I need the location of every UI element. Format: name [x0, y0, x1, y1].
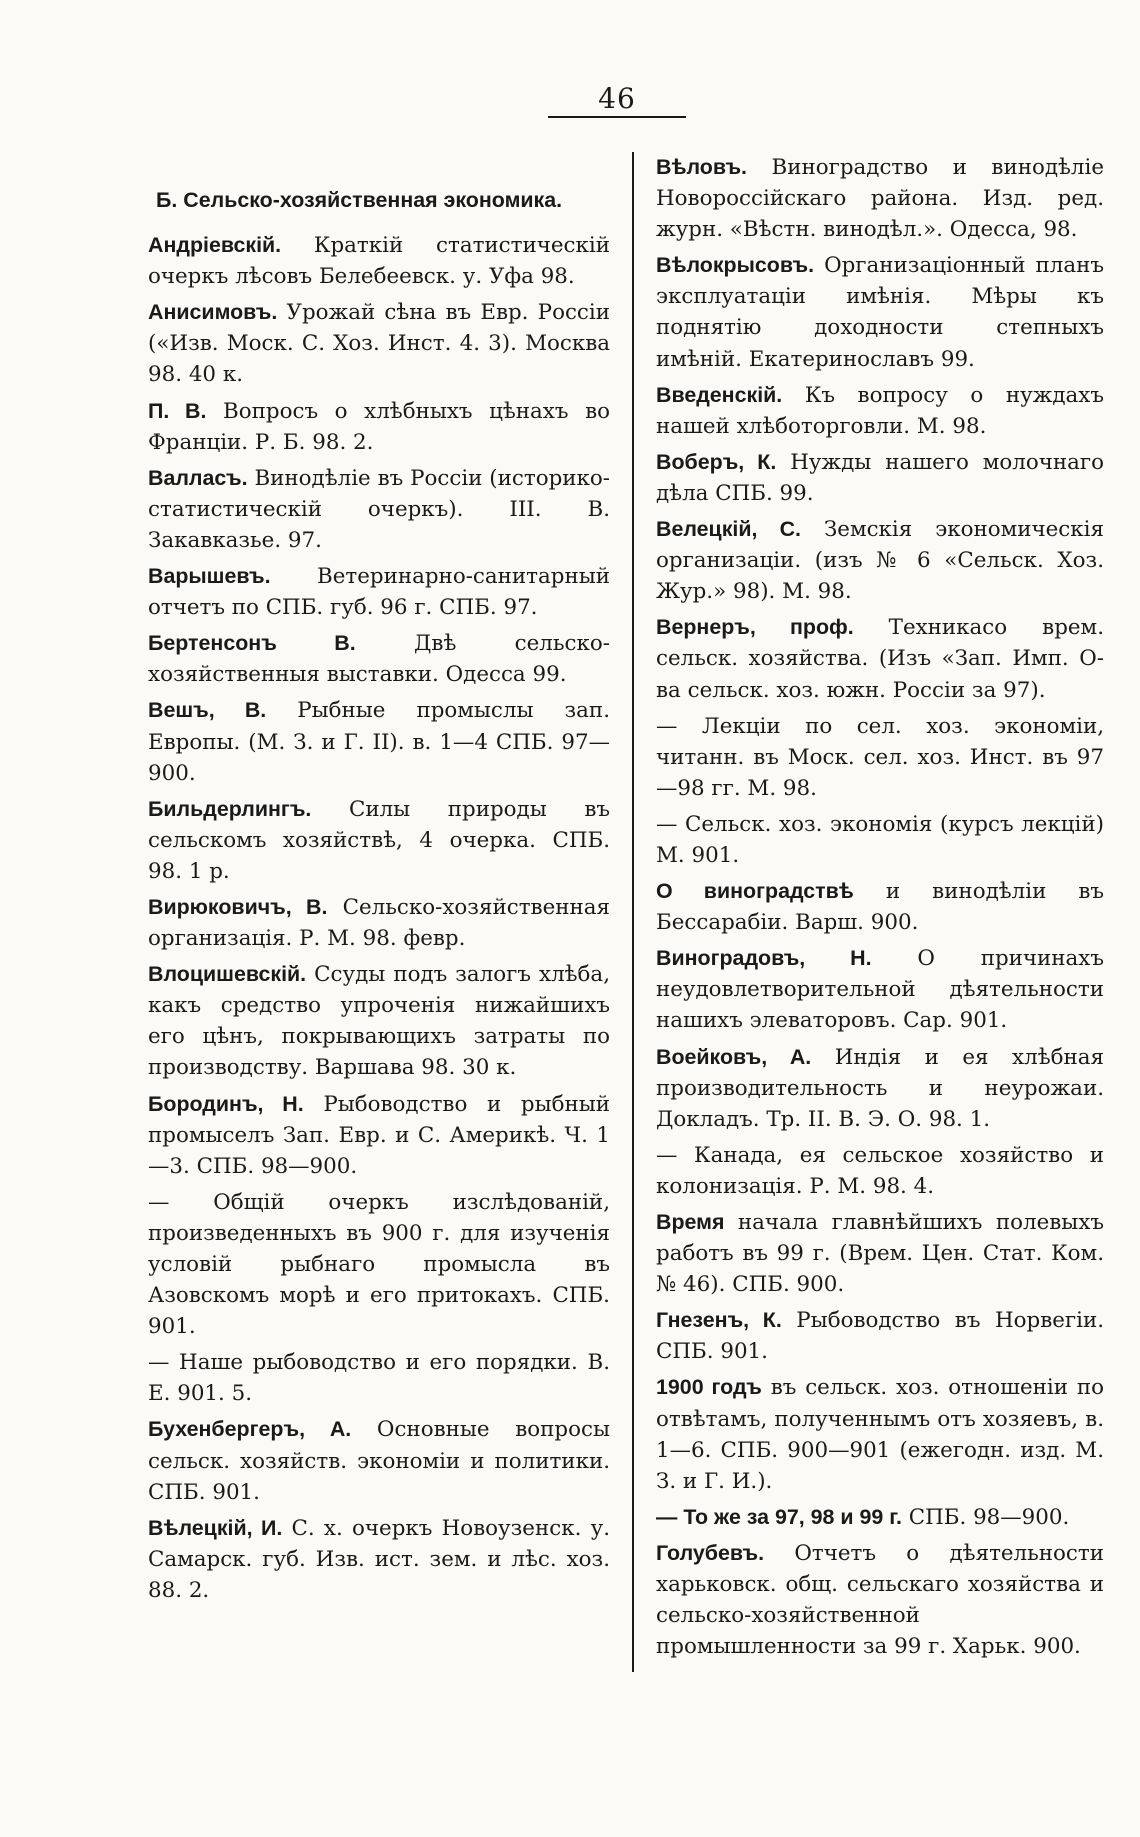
- bibliography-entry: [148, 297, 610, 390]
- bibliography-entry: [656, 809, 1104, 871]
- entry-text: Земскiя экономическiя организацiи. (изъ № 6 «Сельск. Хоз. Жур.» 98). М. 98.: [656, 517, 1104, 605]
- entry-text: Нужды нашего молочнаго дѣла СПБ. 99.: [656, 449, 1104, 506]
- bibliography-entry: [148, 230, 610, 292]
- entry-text: Сельско-хозяйственная организацiя. Р. М. 98. февр.: [148, 894, 611, 952]
- left-entry-list: [148, 230, 610, 1606]
- entry-text: Отчетъ о дѣятельности харьковск. общ. сельскаго хозяйства и сельско-хозяйственной промышленности за 99 г. Харьк. 900.: [656, 1540, 1104, 1660]
- bibliography-entry: [656, 876, 1104, 938]
- entry-text: Ветеринарно-санитарный отчетъ по СПБ. губ. 96 г. СПБ. 97.: [148, 564, 610, 621]
- entry-text: Ссуды подъ залогъ хлѣба, какъ средство упроченiя нижайшихъ его цѣнъ, покрывающихъ затраты по производству. Варшава 98. 30 к.: [148, 962, 610, 1081]
- entry-author: Гнезенъ, К.: [656, 1308, 782, 1333]
- entry-author: Виноградовъ, Н.: [656, 946, 872, 971]
- entry-author: Влоцишевскiй.: [148, 962, 307, 987]
- entry-text: Техникасо врем. сельск. хозяйства. (Изъ «Зап. Имп. О-ва сельск. хоз. южн. Россiи за 97).: [656, 615, 1104, 703]
- bibliography-entry: [148, 396, 610, 458]
- bibliography-entry: [656, 152, 1104, 245]
- bibliography-entry: [148, 695, 610, 788]
- bibliography-entry: [148, 794, 610, 887]
- section-heading: Б. Сельско-хозяйственная экономика.: [156, 188, 563, 212]
- entry-text: — Канада, ея сельское хозяйство и колонизацiя. Р. М. 98. 4.: [656, 1142, 1104, 1199]
- entry-text: Вопросъ о хлѣбныхъ цѣнахъ во Францiи. Р. Б. 98. 2.: [148, 398, 610, 455]
- page-number: 46: [598, 82, 636, 115]
- bibliography-entry: [656, 1372, 1104, 1496]
- entry-text: и винодѣлiи въ Бессарабiи. Варш. 900.: [656, 879, 1105, 936]
- bibliography-entry: [656, 711, 1104, 804]
- entry-text: въ сельск. хоз. отношенiи по отвѣтамъ, полученнымъ отъ хозяевъ, в. 1—6. СПБ. 900—901 (ежегодн. изд. М. З. и Г. И.).: [656, 1375, 1104, 1494]
- entry-text: Индiя и ея хлѣбная производительность и неурожаи. Докладъ. Тр. II. В. Э. О. 98. 1.: [656, 1044, 1104, 1132]
- bibliography-entry: [148, 628, 610, 690]
- bibliography-entry: [148, 1089, 610, 1182]
- entry-author: Воейковъ, А.: [656, 1044, 812, 1069]
- entry-author: Вѣлокрысовъ.: [656, 253, 815, 278]
- page-number-rule: [548, 116, 686, 118]
- entry-text: Рыбные промыслы зап. Европы. (М. З. и Г. II). в. 1—4 СПБ. 97—900.: [148, 698, 610, 786]
- bibliography-entry: [656, 612, 1104, 705]
- entry-author: Анисимовъ.: [148, 300, 278, 325]
- right-entry-list: [656, 152, 1104, 1662]
- entry-author: Валласъ.: [148, 465, 248, 490]
- left-column: [148, 185, 610, 1611]
- column-divider: [632, 152, 634, 1672]
- entry-text: СПБ. 98—900.: [901, 1504, 1070, 1530]
- entry-text: Силы природы въ сельскомъ хозяйствѣ, 4 очерка. СПБ. 98. 1 р.: [148, 796, 610, 884]
- entry-text: С. х. очеркъ Новоузенск. у. Самарск. губ. Изв. ист. зем. и лѣс. хоз. 88. 2.: [148, 1515, 610, 1603]
- entry-author: Вирюковичъ, В.: [148, 894, 328, 919]
- entry-text: — Сельск. хоз. экономiя (курсъ лекцiй) М. 901.: [656, 811, 1104, 868]
- entry-author: Голубевъ.: [656, 1540, 765, 1565]
- entry-author: 1900 годъ: [656, 1375, 762, 1400]
- entry-text: Двѣ сельско-хозяйственныя выставки. Одесса 99.: [148, 631, 610, 688]
- bibliography-entry: [148, 463, 610, 556]
- bibliography-entry: [656, 1207, 1104, 1300]
- entry-author: Бертенсонъ В.: [148, 631, 356, 656]
- entry-text: Виноградство и винодѣлiе Новороссiйскаго района. Изд. ред. журн. «Вѣстн. винодѣл.». Одесса, 98.: [656, 155, 1104, 243]
- bibliography-entry: [656, 1305, 1104, 1367]
- entry-text: — Наше рыбоводство и его порядки. В. Е. 901. 5.: [148, 1350, 610, 1407]
- bibliography-entry: [656, 250, 1104, 374]
- entry-text: О причинахъ неудовлетворительной дѣятельности нашихъ элеваторовъ. Сар. 901.: [656, 946, 1104, 1034]
- entry-author: Вѣловъ.: [656, 155, 748, 179]
- entry-text: начала главнѣйшихъ полевыхъ работъ въ 99 г. (Врем. Цен. Стат. Ком. № 46). СПБ. 900.: [656, 1210, 1104, 1298]
- entry-author: Введенскiй.: [656, 382, 783, 407]
- entry-author: Вернеръ, проф.: [656, 615, 854, 640]
- entry-author: О виноградствѣ: [656, 879, 854, 904]
- entry-author: — То же за 97, 98 и 99 г.: [656, 1504, 902, 1529]
- bibliography-entry: [656, 447, 1104, 509]
- entry-author: Велецкiй, С.: [656, 517, 801, 542]
- bibliography-entry: [656, 1502, 1104, 1533]
- entry-text: Урожай сѣна въ Евр. Россiи («Изв. Моск. С. Хоз. Инст. 4. 3). Москва 98. 40 к.: [148, 300, 610, 388]
- entry-author: Воберъ, К.: [656, 449, 777, 474]
- entry-author: Вѣлецкiй, И.: [148, 1515, 283, 1540]
- bibliography-entry: [148, 892, 610, 954]
- entry-text: Краткiй статистическiй очеркъ лѣсовъ Белебеевск. у. Уфа 98.: [148, 233, 610, 290]
- entry-author: Бухенбергеръ, А.: [148, 1417, 352, 1442]
- bibliography-entry: [148, 959, 610, 1083]
- entry-author: П. В.: [148, 398, 207, 423]
- entry-author: Время: [656, 1210, 725, 1234]
- bibliography-entry: [656, 514, 1104, 607]
- bibliography-entry: [148, 1347, 610, 1409]
- bibliography-entry: [656, 943, 1104, 1036]
- bibliography-entry: [656, 1538, 1104, 1662]
- entry-text: Организацiонный планъ эксплуатацiи имѣнiя. Мѣры къ поднятiю доходности степныхъ имѣнiй. Екатеринославъ 99.: [656, 253, 1104, 372]
- entry-text: Къ вопросу о нуждахъ нашей хлѣботорговли. М. 98.: [656, 382, 1104, 439]
- right-column: [656, 152, 1104, 1667]
- entry-text: Рыбоводство въ Норвегiи. СПБ. 901.: [656, 1308, 1104, 1365]
- bibliography-entry: [656, 1140, 1104, 1202]
- entry-text: Рыбоводство и рыбный промыселъ Зап. Евр. и С. Америкѣ. Ч. 1—3. СПБ. 98—900.: [148, 1091, 611, 1179]
- entry-text: — Лекцiи по сел. хоз. экономiи, читанн. въ Моск. сел. хоз. Инст. въ 97—98 гг. М. 98.: [656, 713, 1104, 801]
- entry-text: — Общiй очеркъ изслѣдованiй, произведенныхъ въ 900 г. для изученiя условiй рыбнаго промысла въ Азовскомъ морѣ и его притокахъ. СПБ. 901.: [148, 1189, 610, 1340]
- entry-author: Варышевъ.: [148, 564, 271, 589]
- entry-author: Бильдерлингъ.: [148, 796, 312, 821]
- bibliography-entry: [148, 561, 610, 623]
- entry-text: Винодѣлiе въ Россiи (историко-статистическiй очеркъ). III. В. Закавказье. 97.: [148, 465, 610, 553]
- bibliography-entry: [148, 1513, 610, 1606]
- bibliography-entry: [148, 1187, 610, 1342]
- entry-author: Вешъ, В.: [148, 698, 267, 723]
- entry-author: Бородинъ, Н.: [148, 1091, 304, 1116]
- bibliography-entry: [656, 1042, 1104, 1135]
- bibliography-entry: [656, 380, 1104, 442]
- entry-author: Андрiевскiй.: [148, 233, 282, 258]
- entry-text: Основные вопросы сельск. хозяйств. экономiи и политики. СПБ. 901.: [148, 1417, 610, 1505]
- bibliography-entry: [148, 1414, 610, 1507]
